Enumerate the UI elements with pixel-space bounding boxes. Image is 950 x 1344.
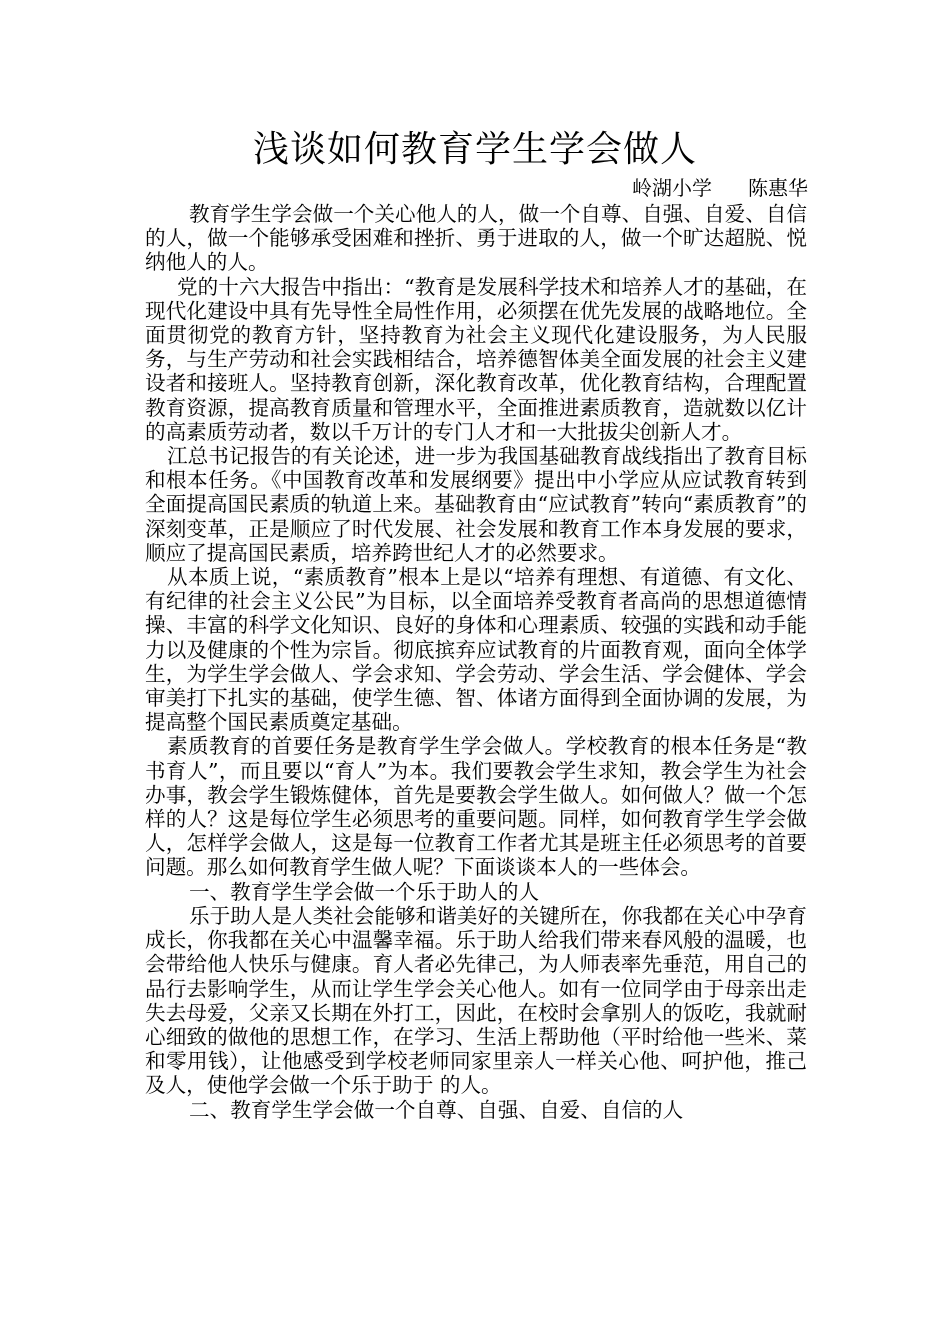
paragraph: 素质教育的首要任务是教育学生学会做人。学校教育的根本任务是“教书育人”，而且要以“育人”为本。我们要教会学生求知，教会学生为社会办事，教会学生锻炼健体，首先是要教会学生做人。如何做人？做一个怎样的人？这是每位学生必须思考的重要问题。同样，如何教育学生学会做人，怎样学会做人，这是每一位教育工作者尤其是班主任必须思考的首要问题。那么如何教育学生做人呢？下面谈谈本人的一些体会。: [145, 734, 807, 880]
document-body: [145, 202, 807, 1122]
section-heading: 二、教育学生学会做一个自尊、自强、自爱、自信的人: [189, 1097, 684, 1122]
document-title: 浅谈如何教育学生学会做人: [252, 129, 697, 170]
school-name: 岭湖小学: [632, 176, 712, 200]
paragraph: 从本质上说，“素质教育”根本上是以“培养有理想、有道德、有文化、有纪律的社会主义公民”为目标，以全面培养受教育者高尚的思想道德情操、丰富的科学文化知识、良好的身体和心理素质、较强的实践和动手能力以及健康的个性为宗旨。彻底摈弃应试教育的片面教育观，面向全体学生，为学生学会做人、学会求知、学会劳动、学会生活、学会健体、学会审美打下扎实的基础，使学生德、智、体诸方面得到全面协调的发展，为提高整个国民素质奠定基础。: [145, 565, 807, 735]
paragraph: 教育学生学会做一个关心他人的人，做一个自尊、自强、自爱、自信的人，做一个能够承受困难和挫折、勇于进取的人，做一个旷达超脱、悦纳他人的人。: [145, 202, 807, 275]
paragraph: 江总书记报告的有关论述，进一步为我国基础教育战线指出了教育目标和根本任务。《中国教育改革和发展纲要》提出中小学应从应试教育转到全面提高国民素质的轨道上来。基础教育由“应试教育”转向“素质教育”的深刻变革，正是顺应了时代发展、社会发展和教育工作本身发展的要求，顺应了提高国民素质，培养跨世纪人才的必然要求。: [145, 444, 807, 565]
byline: [632, 176, 808, 200]
section-heading: 一、教育学生学会做一个乐于助人的人: [189, 879, 540, 904]
paragraph: 乐于助人是人类社会能够和谐美好的关键所在，你我都在关心中孕育成长，你我都在关心中温馨幸福。乐于助人给我们带来春风般的温暖，也会带给他人快乐与健康。育人者必先律己，为人师表率先垂范，用自己的品行去影响学生，从而让学生学会关心他人。如有一位同学由于母亲出走失去母爱，父亲又长期在外打工，因此，在校时会拿别人的饭吃，我就耐心细致的做他的思想工作，在学习、生活上帮助他（平时给他一些米、菜和零用钱），让他感受到学校老师同家里亲人一样关心他、呵护他，推己及人，使他学会做一个乐于助于 的人。: [145, 903, 807, 1098]
author-name: 陈惠华: [748, 176, 808, 200]
paragraph: 党的十六大报告中指出：“教育是发展科学技术和培养人才的基础，在现代化建设中具有先导性全局性作用，必须摆在优先发展的战略地位。全面贯彻党的教育方针，坚持教育为社会主义现代化建设服务，为人民服务，与生产劳动和社会实践相结合，培养德智体美全面发展的社会主义建设者和接班人。坚持教育创新，深化教育改革，优化教育结构，合理配置教育资源，提高教育质量和管理水平，全面推进素质教育，造就数以亿计的高素质劳动者，数以千万计的专门人才和一大批拔尖创新人才。: [145, 274, 807, 444]
